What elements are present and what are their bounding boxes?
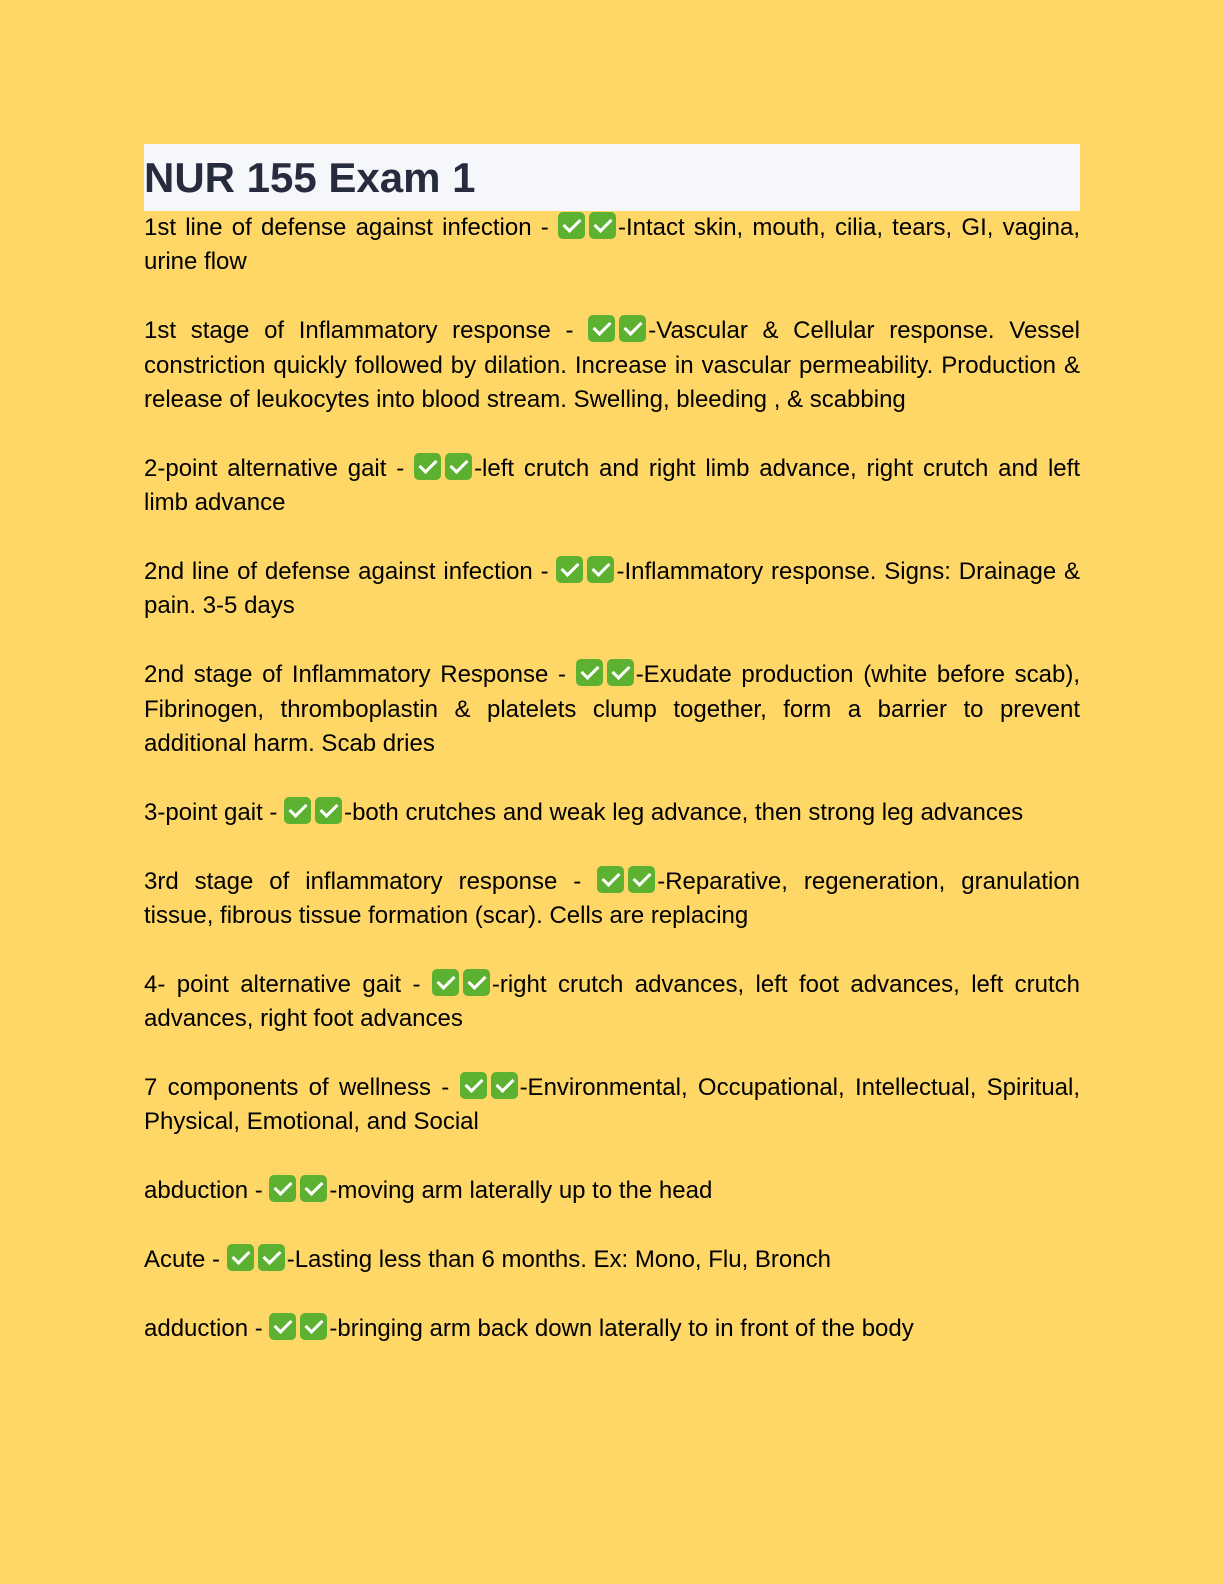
entry-term: 1st stage of Inflammatory response — [144, 317, 551, 345]
page-title: NUR 155 Exam 1 — [144, 153, 476, 201]
check-mark-button-icon — [556, 556, 583, 583]
check-mark-button-icon — [588, 315, 615, 342]
check-mark-button-icon — [300, 1175, 327, 1202]
entry-definition: -moving arm laterally up to the head — [329, 1177, 713, 1205]
entry-definition: -Lasting less than 6 months. Ex: Mono, Flu, Bronch — [286, 1246, 831, 1274]
entry-term: 1st line of defense against infection — [144, 214, 532, 241]
check-mark-button-icon — [432, 969, 459, 996]
entry-term: abduction — [144, 1177, 249, 1205]
entry-term: 3rd stage of inflammatory response — [144, 867, 558, 895]
entry-term: Acute — [144, 1246, 206, 1274]
answer-marker — [269, 1177, 329, 1204]
answer-marker — [556, 558, 616, 585]
entry-list — [144, 211, 1080, 1346]
answer-marker — [432, 971, 492, 998]
entry-separator: - — [531, 214, 558, 241]
answer-marker — [269, 1315, 329, 1342]
list-item — [144, 452, 1080, 521]
check-mark-button-icon — [227, 1244, 254, 1271]
answer-marker — [558, 214, 618, 241]
entry-separator: - — [248, 1314, 270, 1342]
list-item — [144, 1243, 1080, 1277]
entry-definition: -Intact skin, mouth, cilia, tears, GI, vagina, urine flow — [144, 214, 1080, 276]
answer-marker — [588, 317, 648, 344]
entry-definition: -both crutches and weak leg advance, then strong leg advances — [344, 798, 1024, 826]
list-item — [144, 865, 1080, 934]
check-mark-button-icon — [300, 1313, 327, 1340]
answer-marker — [414, 455, 474, 482]
check-mark-button-icon — [589, 212, 616, 239]
list-item — [144, 1174, 1080, 1208]
entry-definition: -bringing arm back down laterally to in front of the body — [329, 1314, 914, 1342]
check-mark-button-icon — [269, 1313, 296, 1340]
entry-separator: - — [557, 867, 598, 895]
answer-marker — [227, 1246, 287, 1273]
entry-definition: -right crutch advances, left foot advances, left crutch advances, right foot advances — [144, 970, 1080, 1033]
entry-separator: - — [431, 1074, 460, 1102]
entry-definition: -Exudate production (white before scab), Fibrinogen, thromboplastin & platelets clump together, form a barrier to prevent additional harm. Scab dries — [144, 661, 1081, 758]
check-mark-button-icon — [445, 453, 472, 480]
list-item — [144, 1071, 1080, 1140]
answer-marker — [576, 661, 636, 688]
list-item — [144, 555, 1080, 624]
check-mark-button-icon — [284, 797, 311, 824]
list-item — [144, 658, 1080, 761]
entry-term: 2nd stage of Inflammatory Response — [144, 661, 549, 689]
check-mark-button-icon — [576, 659, 603, 686]
check-mark-button-icon — [587, 556, 614, 583]
check-mark-button-icon — [619, 315, 646, 342]
entry-separator: - — [550, 317, 589, 345]
check-mark-button-icon — [463, 969, 490, 996]
entry-term: adduction — [144, 1314, 249, 1342]
entry-definition: -Reparative, regeneration, granulation tissue, fibrous tissue formation (scar). Cells are replacing — [144, 867, 1081, 930]
list-item — [144, 314, 1080, 417]
title-bar — [144, 144, 1080, 211]
check-mark-button-icon — [315, 797, 342, 824]
entry-definition: -Environmental, Occupational, Intellectual, Spiritual, Physical, Emotional, and Social — [144, 1074, 1081, 1136]
entry-term: 7 components of wellness — [144, 1074, 431, 1102]
entry-separator: - — [548, 661, 576, 689]
entry-separator: - — [532, 558, 557, 586]
check-mark-button-icon — [491, 1072, 518, 1099]
list-item — [144, 968, 1080, 1037]
check-mark-button-icon — [258, 1244, 285, 1271]
check-mark-button-icon — [414, 453, 441, 480]
entry-term: 3-point gait — [144, 798, 263, 826]
document-page — [144, 144, 1080, 1381]
entry-definition: -left crutch and right limb advance, right crutch and left limb advance — [144, 454, 1080, 517]
list-item — [144, 796, 1080, 830]
check-mark-button-icon — [269, 1175, 296, 1202]
entry-term: 4- point alternative gait — [144, 970, 402, 998]
entry-definition: -Inflammatory response. Signs: Drainage & pain. 3-5 days — [144, 558, 1081, 620]
answer-marker — [597, 868, 657, 895]
entry-separator: - — [386, 454, 415, 482]
check-mark-button-icon — [607, 659, 634, 686]
entry-term: 2-point alternative gait — [144, 454, 387, 482]
check-mark-button-icon — [628, 866, 655, 893]
list-item — [144, 211, 1080, 280]
entry-term: 2nd line of defense against infection — [144, 558, 533, 586]
check-mark-button-icon — [558, 212, 585, 239]
list-item — [144, 1312, 1080, 1346]
entry-separator: - — [401, 970, 432, 998]
answer-marker — [460, 1074, 520, 1101]
entry-separator: - — [262, 798, 285, 826]
check-mark-button-icon — [597, 866, 624, 893]
entry-separator: - — [248, 1177, 270, 1205]
entry-separator: - — [205, 1246, 227, 1274]
answer-marker — [284, 799, 344, 826]
check-mark-button-icon — [460, 1072, 487, 1099]
entry-definition: -Vascular & Cellular response. Vessel constriction quickly followed by dilation. Increase in vascular permeability. Production & release of leukocytes into blood stream. Swelling, bleeding , & scabbing — [144, 317, 1080, 414]
